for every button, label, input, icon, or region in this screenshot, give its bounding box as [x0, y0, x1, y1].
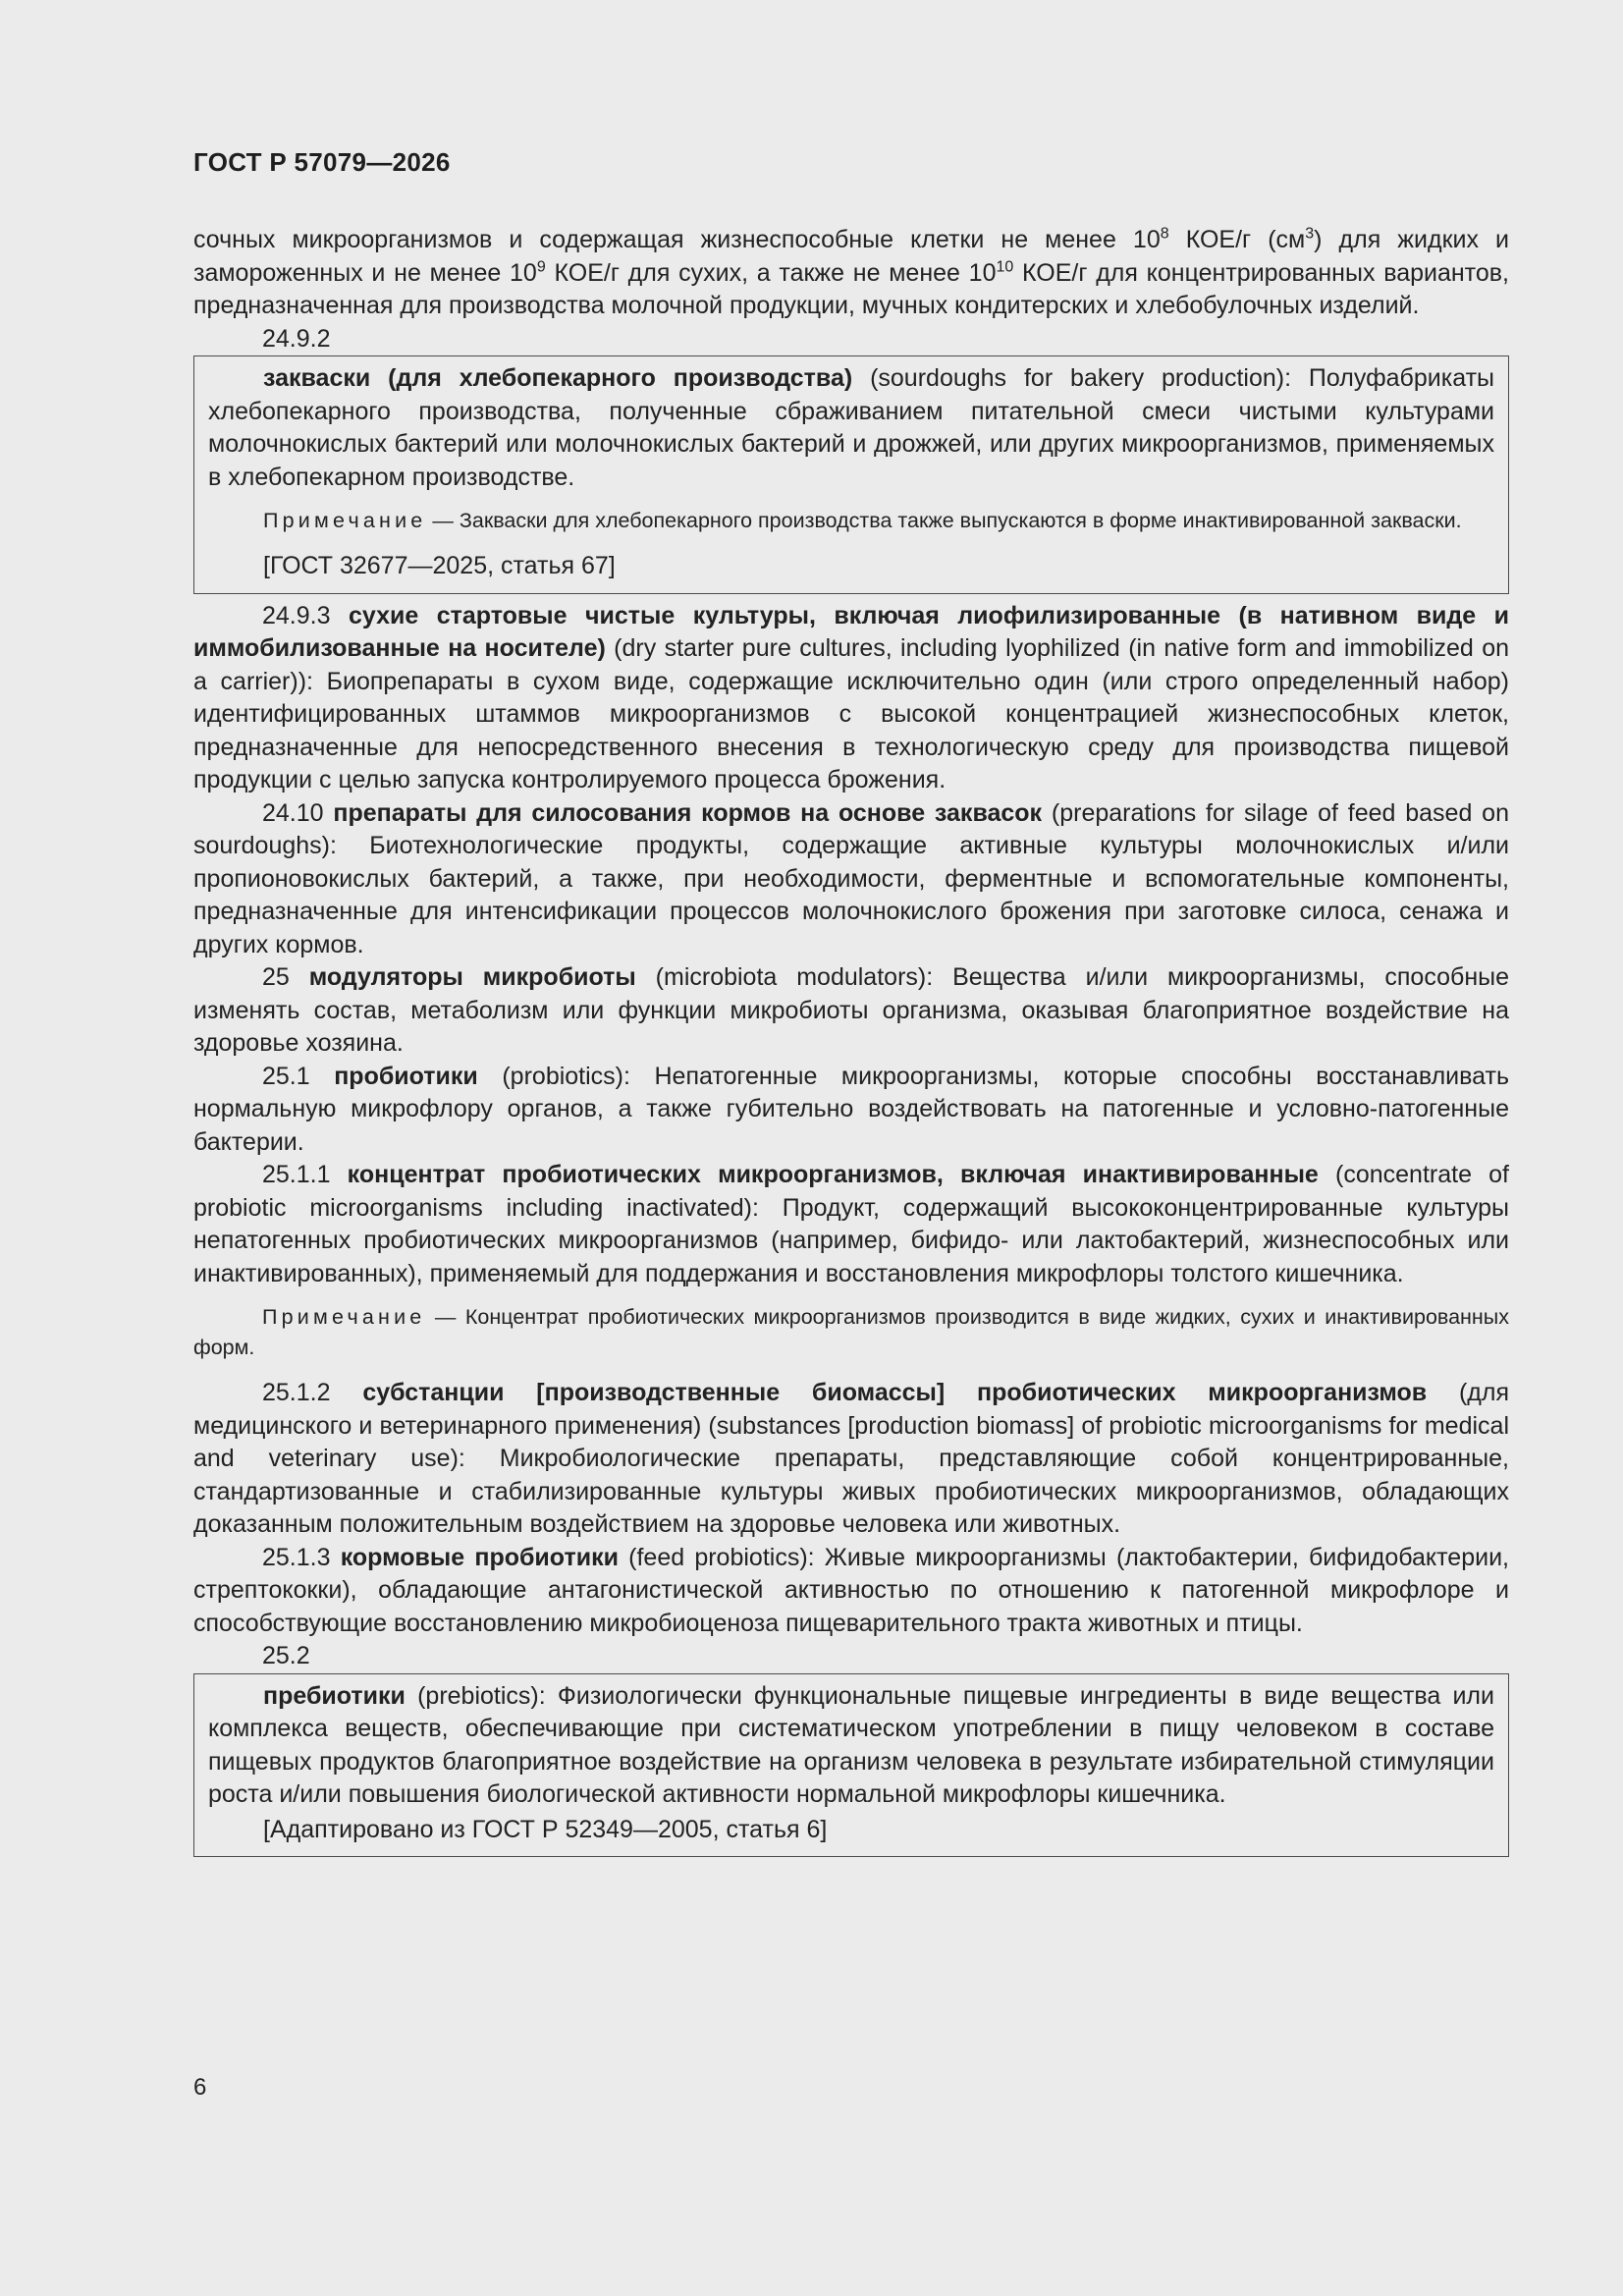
- source-reference: [Адаптировано из ГОСТ Р 52349—2005, статья 6]: [263, 1815, 828, 1843]
- clause-number-24-9-2: 24.9.2: [262, 324, 331, 353]
- clause-24-9-3: 24.9.3 сухие стартовые чистые культуры, включая лиофилизированные (в нативном виде и иммобилизованные на носителе) (dry starter pure cultures, including lyophilized (in native form and immobilized on a carrier)): Биопрепараты в сухом виде, содержащие исключительно один (или строго определенный набор) идентифицированных штаммов микроорганизмов с высокой концентрацией жизнеспособных клеток, предназначенные для непосредственного внесения в технологическую среду для производства пищевой продукции с целью запуска контролируемого процесса брожения.: [193, 601, 1510, 793]
- term: пробиотики: [334, 1062, 478, 1090]
- boxed-definition-sourdoughs: [193, 355, 1509, 594]
- document-body: [193, 224, 1509, 1863]
- clause-25: 25 модуляторы микробиоты (microbiota modulators): Вещества и/или микроорганизмы, способные изменять состав, метаболизм или функции микробиоты организма, оказывая благоприятное воздействие на здоровье хозяина.: [193, 963, 1510, 1057]
- boxed-definition-prebiotics: [193, 1673, 1509, 1858]
- clause-25-1-1: 25.1.1 концентрат пробиотических микроорганизмов, включая инактивированные (concentrate of probiotic microorganisms including inactivated): Продукт, содержащий высококонцентрированные культуры непатогенных пробиотических микроорганизмов (например, бифидо- или лактобактерий, жизнеспособных или инактивированных), применяемый для поддержания и восстановления микрофлоры толстого кишечника.: [193, 1161, 1509, 1287]
- term: модуляторы микробиоты: [308, 963, 636, 991]
- clause-24-10: 24.10 препараты для силосования кормов на основе заквасок (preparations for silage of feed based on sourdoughs): Биотехнологические продукты, содержащие активные культуры молочнокислых и/или пропионовокислых бактерий, а также, при необходимости, ферментные и вспомогательные компоненты, предназначенные для интенсификации процессов молочнокислого брожения при заготовке силоса, сенажа и других кормов.: [193, 798, 1509, 958]
- term: концентрат пробиотических микроорганизмов, включая инактивированные: [347, 1161, 1319, 1188]
- note-label: Примечание: [263, 509, 427, 532]
- definition-prebiotics: пребиотики (prebiotics): Физиологически функциональные пищевые ингредиенты в виде вещества или комплекса веществ, обеспечивающие при систематическом употреблении в пищу человеком в составе пищевых продуктов благоприятное воздействие на организм человека в результате избирательной стимуляции роста и/или повышения биологической активности нормальной микрофлоры кишечника.: [208, 1681, 1494, 1808]
- note-concentrate: Примечание — Концентрат пробиотических микроорганизмов производится в виде жидких, сухих и инактивированных форм.: [193, 1305, 1509, 1359]
- document-header: ГОСТ Р 57079—2026: [193, 147, 451, 177]
- page-number: 6: [193, 2074, 207, 2101]
- definition-sourdoughs: закваски (для хлебопекарного производства) (sourdoughs for bakery production): Полуфабрикаты хлебопекарного производства, полученные сбраживанием питательной смеси чистыми культурами молочнокислых бактерий или молочнокислых бактерий и дрожжей, или других микроорганизмов, применяемых в хлебопекарном производстве.: [208, 364, 1494, 491]
- term: пребиотики: [263, 1681, 406, 1710]
- term: кормовые пробиотики: [340, 1543, 619, 1571]
- source-reference: [ГОСТ 32677—2025, статья 67]: [263, 552, 616, 579]
- paragraph-continuation: сочных микроорганизмов и содержащая жизнеспособные клетки не менее $10^8$ КОЕ/г $(см^3)$ для жидких и замороженных и не менее $10^9$ КОЕ/г для сухих, а также не менее $10^{10}$ КОЕ/г для концентрированных вариантов, предназначенная для производства молочной продукции, мучных кондитерских и хлебобулочных изделий.: [193, 225, 1509, 319]
- term: закваски (для хлебопекарного производства): [263, 364, 853, 392]
- clause-25-1-3: 25.1.3 кормовые пробиотики (feed probiotics): Живые микроорганизмы (лактобактерии, бифидобактерии, стрептококки), обладающие антагонистической активностью по отношению к патогенной микрофлоре и способствующие восстановлению микробиоценоза пищеварительного тракта животных и птицы.: [193, 1543, 1509, 1637]
- note-label: Примечание: [262, 1305, 426, 1329]
- term: сухие стартовые чистые культуры, включая лиофилизированные (в нативном виде и иммобилизованные на носителе): [193, 601, 1509, 662]
- term: препараты для силосования кормов на основе заквасок: [333, 798, 1043, 827]
- clause-number-25-2: 25.2: [262, 1642, 310, 1669]
- term: субстанции [производственные биомассы] пробиотических микроорганизмов: [362, 1379, 1428, 1406]
- note-sourdoughs: Примечание — Закваски для хлебопекарного производства также выпускаются в форме инактивированной закваски.: [263, 509, 1462, 532]
- clause-25-1-2: 25.1.2 субстанции [производственные биомассы] пробиотических микроорганизмов (для медицинского и ветеринарного применения) (substances [production biomass] of probiotic microorganisms for medical and veterinary use): Микробиологические препараты, представляющие собой концентрированные, стандартизованные и стабилизированные культуры живых пробиотических микроорганизмов, обладающих доказанным положительным воздействием на здоровье человека или животных.: [193, 1379, 1510, 1538]
- clause-25-1: 25.1 пробиотики (probiotics): Непатогенные микроорганизмы, которые способны восстанавливать нормальную микрофлору органов, а также губительно воздействовать на патогенные и условно-патогенные бактерии.: [193, 1062, 1509, 1156]
